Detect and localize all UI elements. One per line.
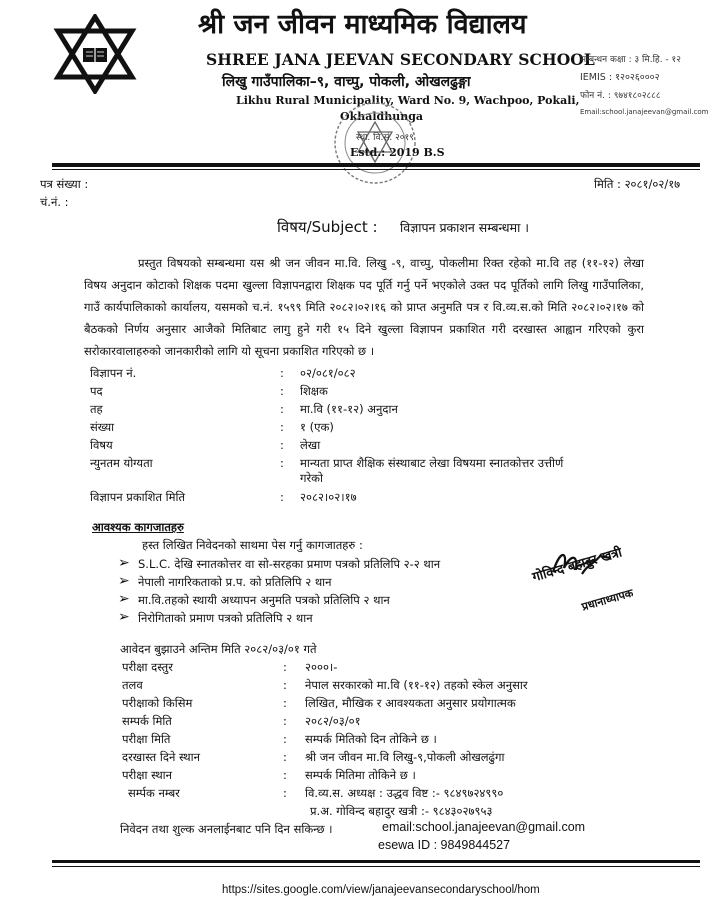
document-item: नेपाली नागरिकताको प्र.प. को प्रतिलिपि २ थान (138, 575, 332, 589)
application-value: २०८२/०३/०१ (305, 714, 361, 728)
application-value: नेपाल सरकारको मा.वि (११-१२) तहको स्केल अनुसार (305, 678, 528, 692)
detail-value: लेखा (300, 438, 321, 452)
detail-label: विषय (90, 438, 113, 452)
reference-number-label: पत्र संख्या : (40, 177, 89, 191)
footer-rule-thin (52, 866, 700, 867)
detail-value: ०२/०८१/०८२ (300, 366, 356, 380)
subject-label: विषय/Subject : (277, 218, 378, 236)
application-value: २०००।- (305, 660, 338, 674)
school-address-nepali: लिखु गाउँपालिका–९, वाच्पु, पोकली, ओखलढुङ्गा (222, 74, 471, 90)
detail-label: विज्ञापन प्रकाशित मिति (90, 490, 186, 504)
application-label: परीक्षा मिति (122, 732, 171, 746)
application-label: परीक्षा स्थान (122, 768, 173, 782)
letter-date: मिति : २०८१/०२/१७ (594, 177, 681, 191)
detail-label: पद (90, 384, 103, 398)
documents-heading: आवश्यक कागजातहरु (92, 520, 184, 534)
detail-value: मान्यता प्राप्त शैक्षिक संस्थाबाट लेखा विषयमा स्नातकोत्तर उत्तीर्ण (300, 456, 564, 470)
established-nepali: स्था. वि.सं. २०१९ (356, 133, 414, 143)
application-value: वि.व्य.स. अध्यक्ष : उद्धव विष्ट :- ९८४९७२४९९० (305, 786, 504, 800)
detail-value-continued: गरेको (300, 471, 323, 485)
school-address-english-1: Likhu Rural Municipality, Ward No. 9, Wachpoo, Pokali, (236, 94, 580, 107)
application-label: परीक्षा दस्तुर (122, 660, 173, 674)
dispatch-number-label: चं.नं. : (40, 195, 69, 209)
arrow-bullet-icon: ➢ (118, 555, 130, 571)
document-item: S.L.C. देखि स्नातकोत्तर वा सो-सरहका प्रमाण पत्रको प्रतिलिपि २-२ थान (138, 557, 441, 571)
header-rule-thin (52, 169, 700, 170)
arrow-bullet-icon: ➢ (118, 591, 130, 607)
detail-label: विज्ञापन नं. (90, 366, 137, 380)
principal-contact: प्र.अ. गोविन्द बहादुर खत्री :- ९८४३०२७९५३ (310, 804, 493, 818)
application-value: श्री जन जीवन मा.वि लिखु-९,पोकली ओखलढुंगा (305, 750, 505, 764)
esewa-id: esewa ID : 9849844527 (378, 838, 511, 852)
header-email-info: Email:school.janajeevan@gmail.com (580, 108, 709, 116)
school-website-link[interactable]: https://sites.google.com/view/janajeevansecondaryschool/hom (222, 884, 540, 896)
footer-rule-thick (52, 860, 700, 863)
phone-info: फोन नं. : ९७४१८०२८८८ (580, 91, 661, 101)
header-rule-thick (52, 163, 700, 167)
arrow-bullet-icon: ➢ (118, 573, 130, 589)
detail-value: मा.वि (११-१२) अनुदान (300, 402, 398, 416)
subject-text: विज्ञापन प्रकाशन सम्बन्धमा । (400, 220, 530, 235)
document-item: मा.वि.तहको स्थायी अध्यापन अनुमति पत्रको प्रतिलिपि २ थान (138, 593, 390, 607)
arrow-bullet-icon: ➢ (118, 609, 130, 625)
letter-body: प्रस्तुत विषयको सम्बन्धमा यस श्री जन जीवन मा.वि. लिखु -९, वाच्पु, पोकलीमा रिक्त रहेको मा.वि तह (११-१२) लेखा विषय अनुदान कोटाको शिक्षक पदमा खुल्ला विज्ञापनद्वारा शिक्षक पद पूर्ति गर्नु पर्ने भएकोले उक्त पद पूर्तिको लागि लिखु गाउँपालिका, गाउँ कार्यपालिकाको कार्यालय, यसमको च.नं. १५९९ मिति २०८२।०२।१६ को प्राप्त अनुमति पत्र र वि.व्य.स.को मिति २०८२।०२।१७ को बैठकको निर्णय अनुसार आजैको मितिबाट लागु हुने गरी १५ दिने खुल्ला विज्ञापन प्रकाशित गरी दरखास्त आह्वान गरिएको कुरा सरोकारवालाहरुको जानकारीको लागि यो सूचना प्रकाशित गरिएको छ । (84, 256, 644, 358)
affiliation-info: सम्बन्धन कक्षा : ३ मि.हि. - १२ (580, 55, 681, 65)
application-value: सम्पर्क मितिको दिन तोकिने छ । (305, 732, 437, 746)
iemis-info: IEMIS : १२०२६०००२ (580, 72, 660, 83)
signatory-name: गोविन्द बहादुर खत्री (530, 545, 624, 586)
application-label: दरखास्त दिने स्थान (122, 750, 200, 764)
detail-value: १ (एक) (300, 420, 334, 434)
application-deadline: आवेदन बुझाउने अन्तिम मिति २०८२/०३/०१ गते (120, 642, 317, 656)
online-application-note: निवेदन तथा शुल्क अनलाईनबाट पनि दिन सकिन्छ । (120, 822, 333, 836)
documents-intro: हस्त लिखित निवेदनको साथमा पेस गर्नु कागजातहरु : (142, 538, 363, 552)
application-label: परीक्षाको किसिम (122, 696, 193, 710)
document-item: निरोगिताको प्रमाण पत्रको प्रतिलिपि २ थान (138, 611, 313, 625)
school-name-nepali: श्री जन जीवन माध्यमिक विद्यालय (198, 9, 527, 40)
application-value: लिखित, मौखिक र आवश्यकता अनुसार प्रयोगात्मक (305, 696, 516, 710)
detail-label: तह (90, 402, 103, 416)
detail-label: संख्या (90, 420, 115, 434)
school-name-english: SHREE JANA JEEVAN SECONDARY SCHOOL (206, 50, 595, 69)
signatory-title: प्रधानाध्यापक (580, 586, 635, 614)
detail-value: शिक्षक (300, 384, 328, 398)
detail-label: न्युनतम योग्यता (90, 456, 153, 470)
application-label: तलव (122, 678, 143, 692)
application-value: सम्पर्क मितिमा तोकिने छ । (305, 768, 416, 782)
school-emblem-icon (52, 14, 138, 94)
contact-email: email:school.janajeevan@gmail.com (382, 820, 586, 834)
established-english: Estd.: 2019 B.S (350, 146, 445, 159)
school-address-english-2: Okhaldhunga (340, 110, 424, 123)
application-label: सर्म्पक नम्बर (128, 786, 180, 800)
detail-value: २०८२।०२।१७ (300, 490, 357, 504)
application-label: सम्पर्क मिति (122, 714, 172, 728)
school-seal-icon (332, 100, 418, 186)
